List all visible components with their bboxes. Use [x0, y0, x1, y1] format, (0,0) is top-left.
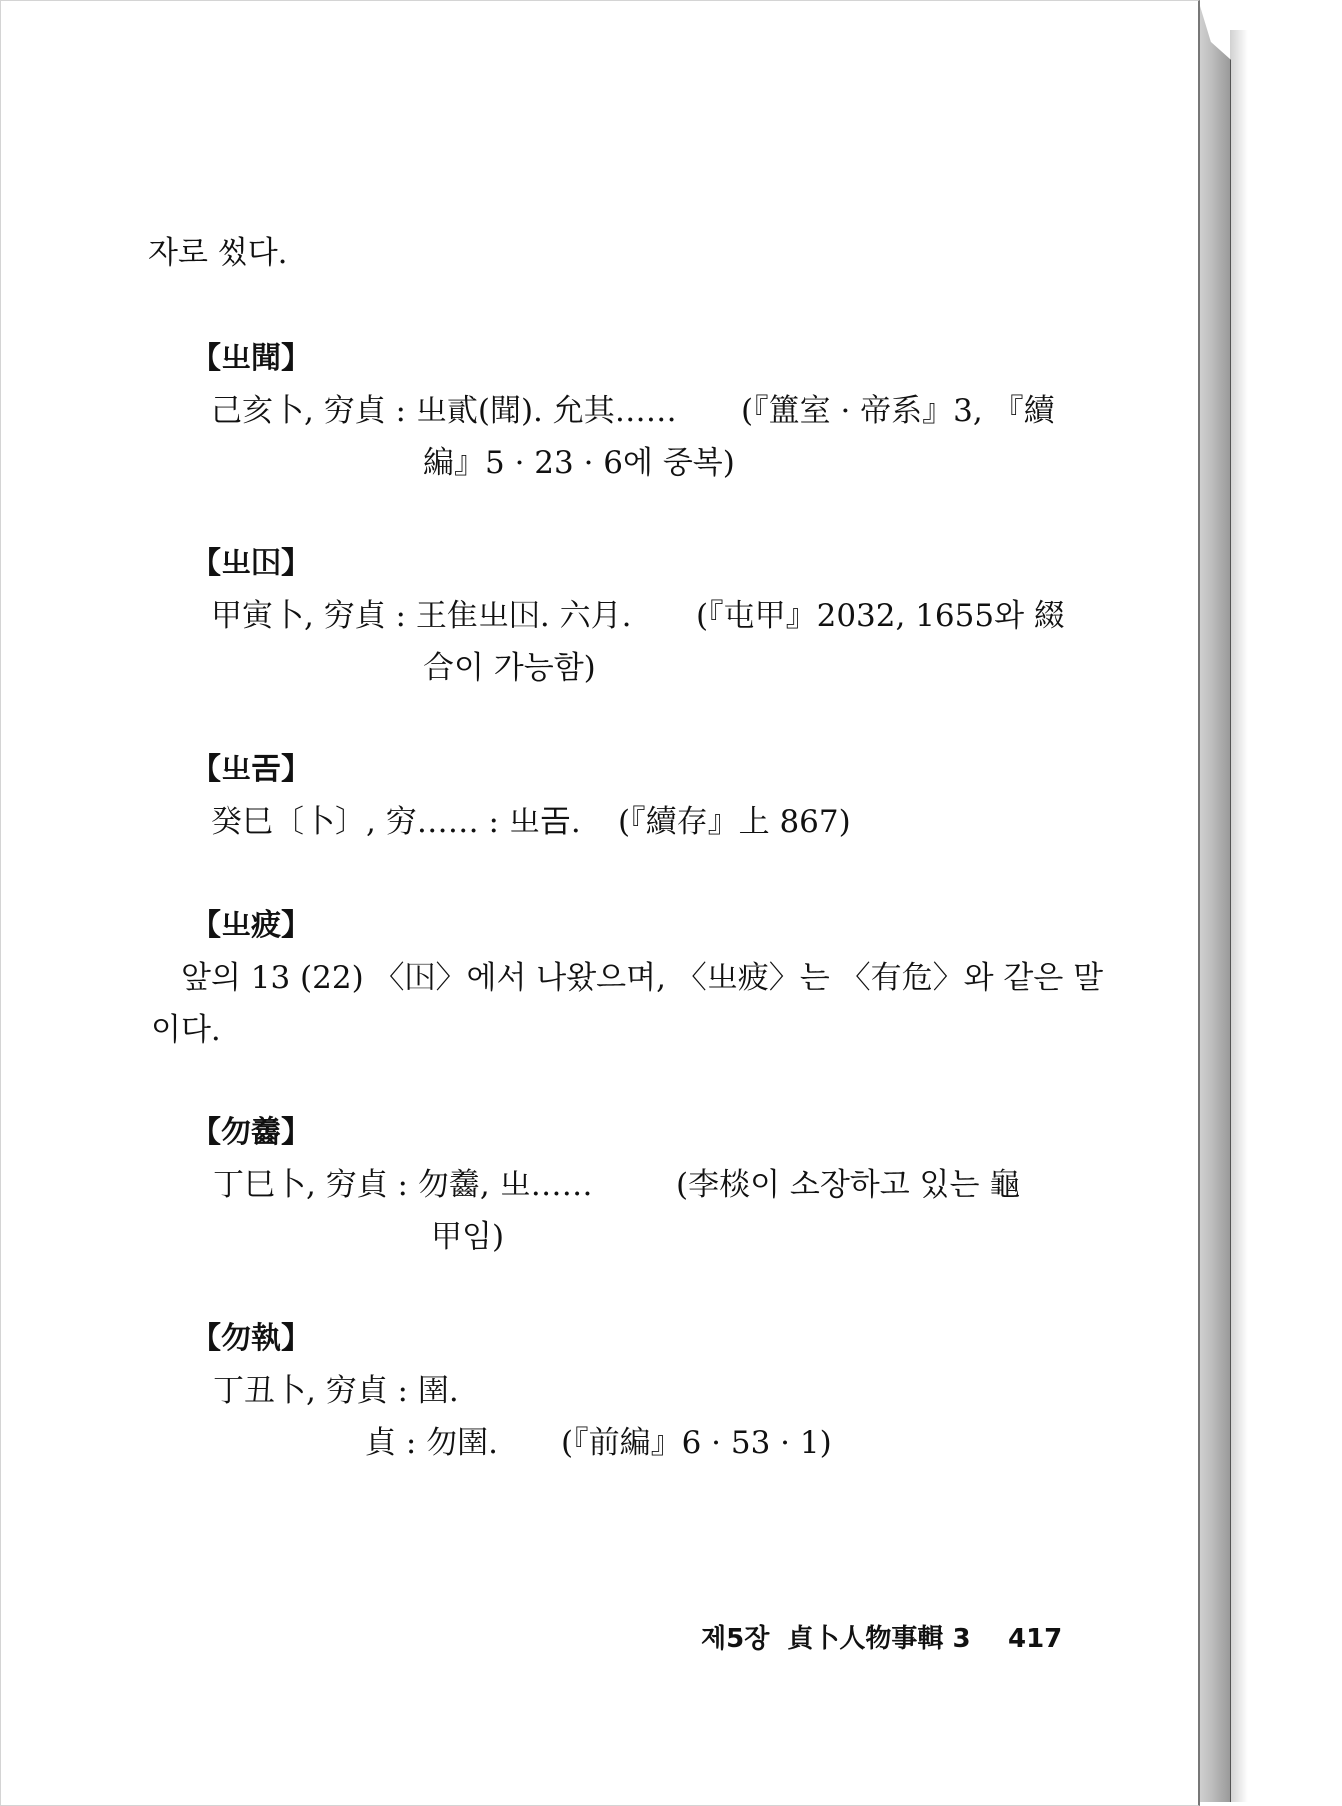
entry-heading: 【㞢疲】 [191, 908, 311, 943]
page-shadow [1230, 30, 1248, 1802]
entry-citation: (『前編』6 · 53 · 1) [561, 1425, 832, 1461]
entry-citation: (『續存』上 867) [618, 804, 851, 840]
entry-citation-cont: 編』5 · 23 · 6에 중복) [423, 445, 735, 481]
intro-line: 자로 썼다. [148, 235, 288, 271]
running-footer: 제5장 貞卜人物事輯 3 [701, 1624, 971, 1654]
entry-text-cont: 貞 : 勿圉. [365, 1425, 499, 1461]
entry-citation-cont: 合이 가능함) [423, 650, 596, 686]
entry-text: 丁丑卜, 穷貞 : 圉. [213, 1373, 459, 1409]
entry-heading: 【㞢聞】 [191, 341, 311, 376]
page-stack-edge [1200, 6, 1231, 1802]
entry-citation: (李棪이 소장하고 있는 龜 [676, 1167, 1021, 1203]
entry-heading: 【㞢𢀛】 [191, 752, 311, 787]
entry-heading: 【勿執】 [191, 1321, 311, 1356]
entry-citation-cont: 甲임) [431, 1219, 505, 1255]
entry-paragraph-cont: 이다. [151, 1012, 221, 1048]
entry-citation: (『簠室 · 帝系』3, 『續 [741, 393, 1055, 429]
entry-heading: 【勿齹】 [191, 1115, 311, 1150]
page-number: 417 [1008, 1624, 1063, 1654]
entry-text: 丁巳卜, 穷貞 : 勿齹, 㞢…… [213, 1167, 593, 1203]
entry-paragraph: 앞의 13 (22) 〈𡆥〉에서 나왔으며, 〈㞢疲〉는 〈有危〉와 같은 말 [181, 960, 1104, 996]
entry-citation: (『屯甲』2032, 1655와 綴 [696, 598, 1065, 634]
entry-heading: 【㞢𡆥】 [191, 546, 311, 581]
entry-text: 甲寅卜, 穷貞 : 王隹㞢𡆥. 六月. [211, 598, 632, 634]
entry-text: 己亥卜, 穷貞 : 㞢貳(聞). 允其…… [211, 393, 677, 429]
entry-text: 癸巳〔卜〕, 穷…… : 㞢𢀛. [211, 804, 581, 840]
